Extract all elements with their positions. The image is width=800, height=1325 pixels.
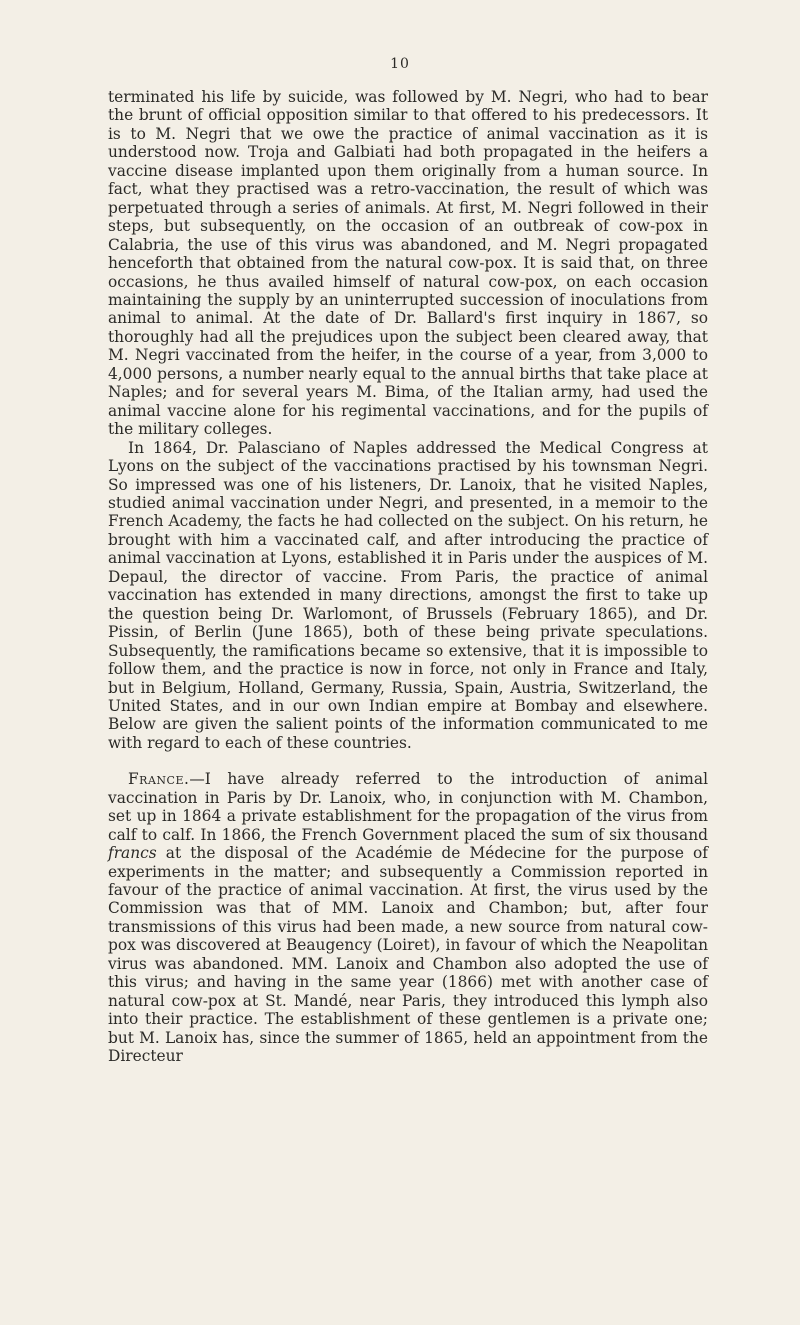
paragraph-3: [108, 770, 708, 1065]
page-number: 10: [390, 56, 410, 72]
paragraph-1: terminated his life by suicide, was followed by M. Negri, who had to bear the brunt of official opposition similar to that offered to his predecessors. It is to M. Negri that we owe the practice of animal vaccination as it is understood now. Troja and Galbiati had both propagated in the heifers a vaccine disease implanted upon them originally from a human source. In fact, what they practised was a retro-vaccination, the result of which was perpetuated through a series of animals. At first, M. Negri followed in their steps, but subsequently, on the occasion of an outbreak of cow-pox in Calabria, the use of this virus was abandoned, and M. Negri propagated henceforth that obtained from the natural cow-pox. It is said that, on three occasions, he thus availed himself of natural cow-pox, on each occasion maintaining the supply by an uninterrupted succession of inoculations from animal to animal. At the date of Dr. Ballard's first inquiry in 1867, so thoroughly had all the prejudices upon the subject been cleared away, that M. Negri vaccinated from the heifer, in the course of a year, from 3,000 to 4,000 persons, a number nearly equal to the annual births that take place at Naples; and for several years M. Bima, of the Italian army, had used the animal vaccine alone for his regimental vaccinations, and for the pupils of the military colleges.: [108, 88, 708, 439]
paragraph-2: In 1864, Dr. Palasciano of Naples addressed the Medical Congress at Lyons on the subject of the vaccinations practised by his townsman Negri. So impressed was one of his listeners, Dr. Lanoix, that he visited Naples, studied animal vaccination under Negri, and presented, in a memoir to the French Academy, the facts he had collected on the subject. On his return, he brought with him a vaccinated calf, and after introducing the practice of animal vaccination at Lyons, established it in Paris under the auspices of M. Depaul, the director of vaccine. From Paris, the practice of animal vaccination has extended in many directions, amongst the first to take up the question being Dr. Warlomont, of Brussels (February 1865), and Dr. Pissin, of Berlin (June 1865), both of these being private speculations. Subsequently, the ramifications became so extensive, that it is impossible to follow them, and the practice is now in force, not only in France and Italy, but in Belgium, Holland, Germany, Russia, Spain, Austria, Switzerland, the United States, and in our own Indian empire at Bombay and elsewhere. Below are given the salient points of the information communicated to me with regard to each of these countries.: [108, 438, 708, 752]
section-heading-france: France.: [128, 770, 190, 789]
paragraph-3-part-a: —I have already referred to the introduction of animal vaccination in Paris by Dr. Lanoix, who, in conjunction with M. Chambon, set up in 1864 a private establishment for the propagation of the virus from calf to calf. In 1866, the French Government placed the sum of six thousand: [108, 770, 708, 844]
paragraph-3-francs: francs: [108, 844, 157, 863]
paragraph-3-part-b: at the disposal of the Académie de Médecine for the purpose of experiments in the matter; and subsequently a Commission reported in favour of the practice of animal vaccination. At first, the virus used by the Commission was that of MM. Lanoix and Chambon; but, after four transmissions of this virus had been made, a new source from natural cow-pox was discovered at Beaugency (Loiret), in favour of which the Neapolitan virus was abandoned. MM. Lanoix and Chambon also adopted the use of this virus; and having in the same year (1866) met with another case of natural cow-pox at St. Mandé, near Paris, they introduced this lymph also into their practice. The establishment of these gentlemen is a private one; but M. Lanoix has, since the summer of 1865, held an appointment from the Directeur: [108, 844, 708, 1066]
body-text: [108, 88, 708, 1066]
